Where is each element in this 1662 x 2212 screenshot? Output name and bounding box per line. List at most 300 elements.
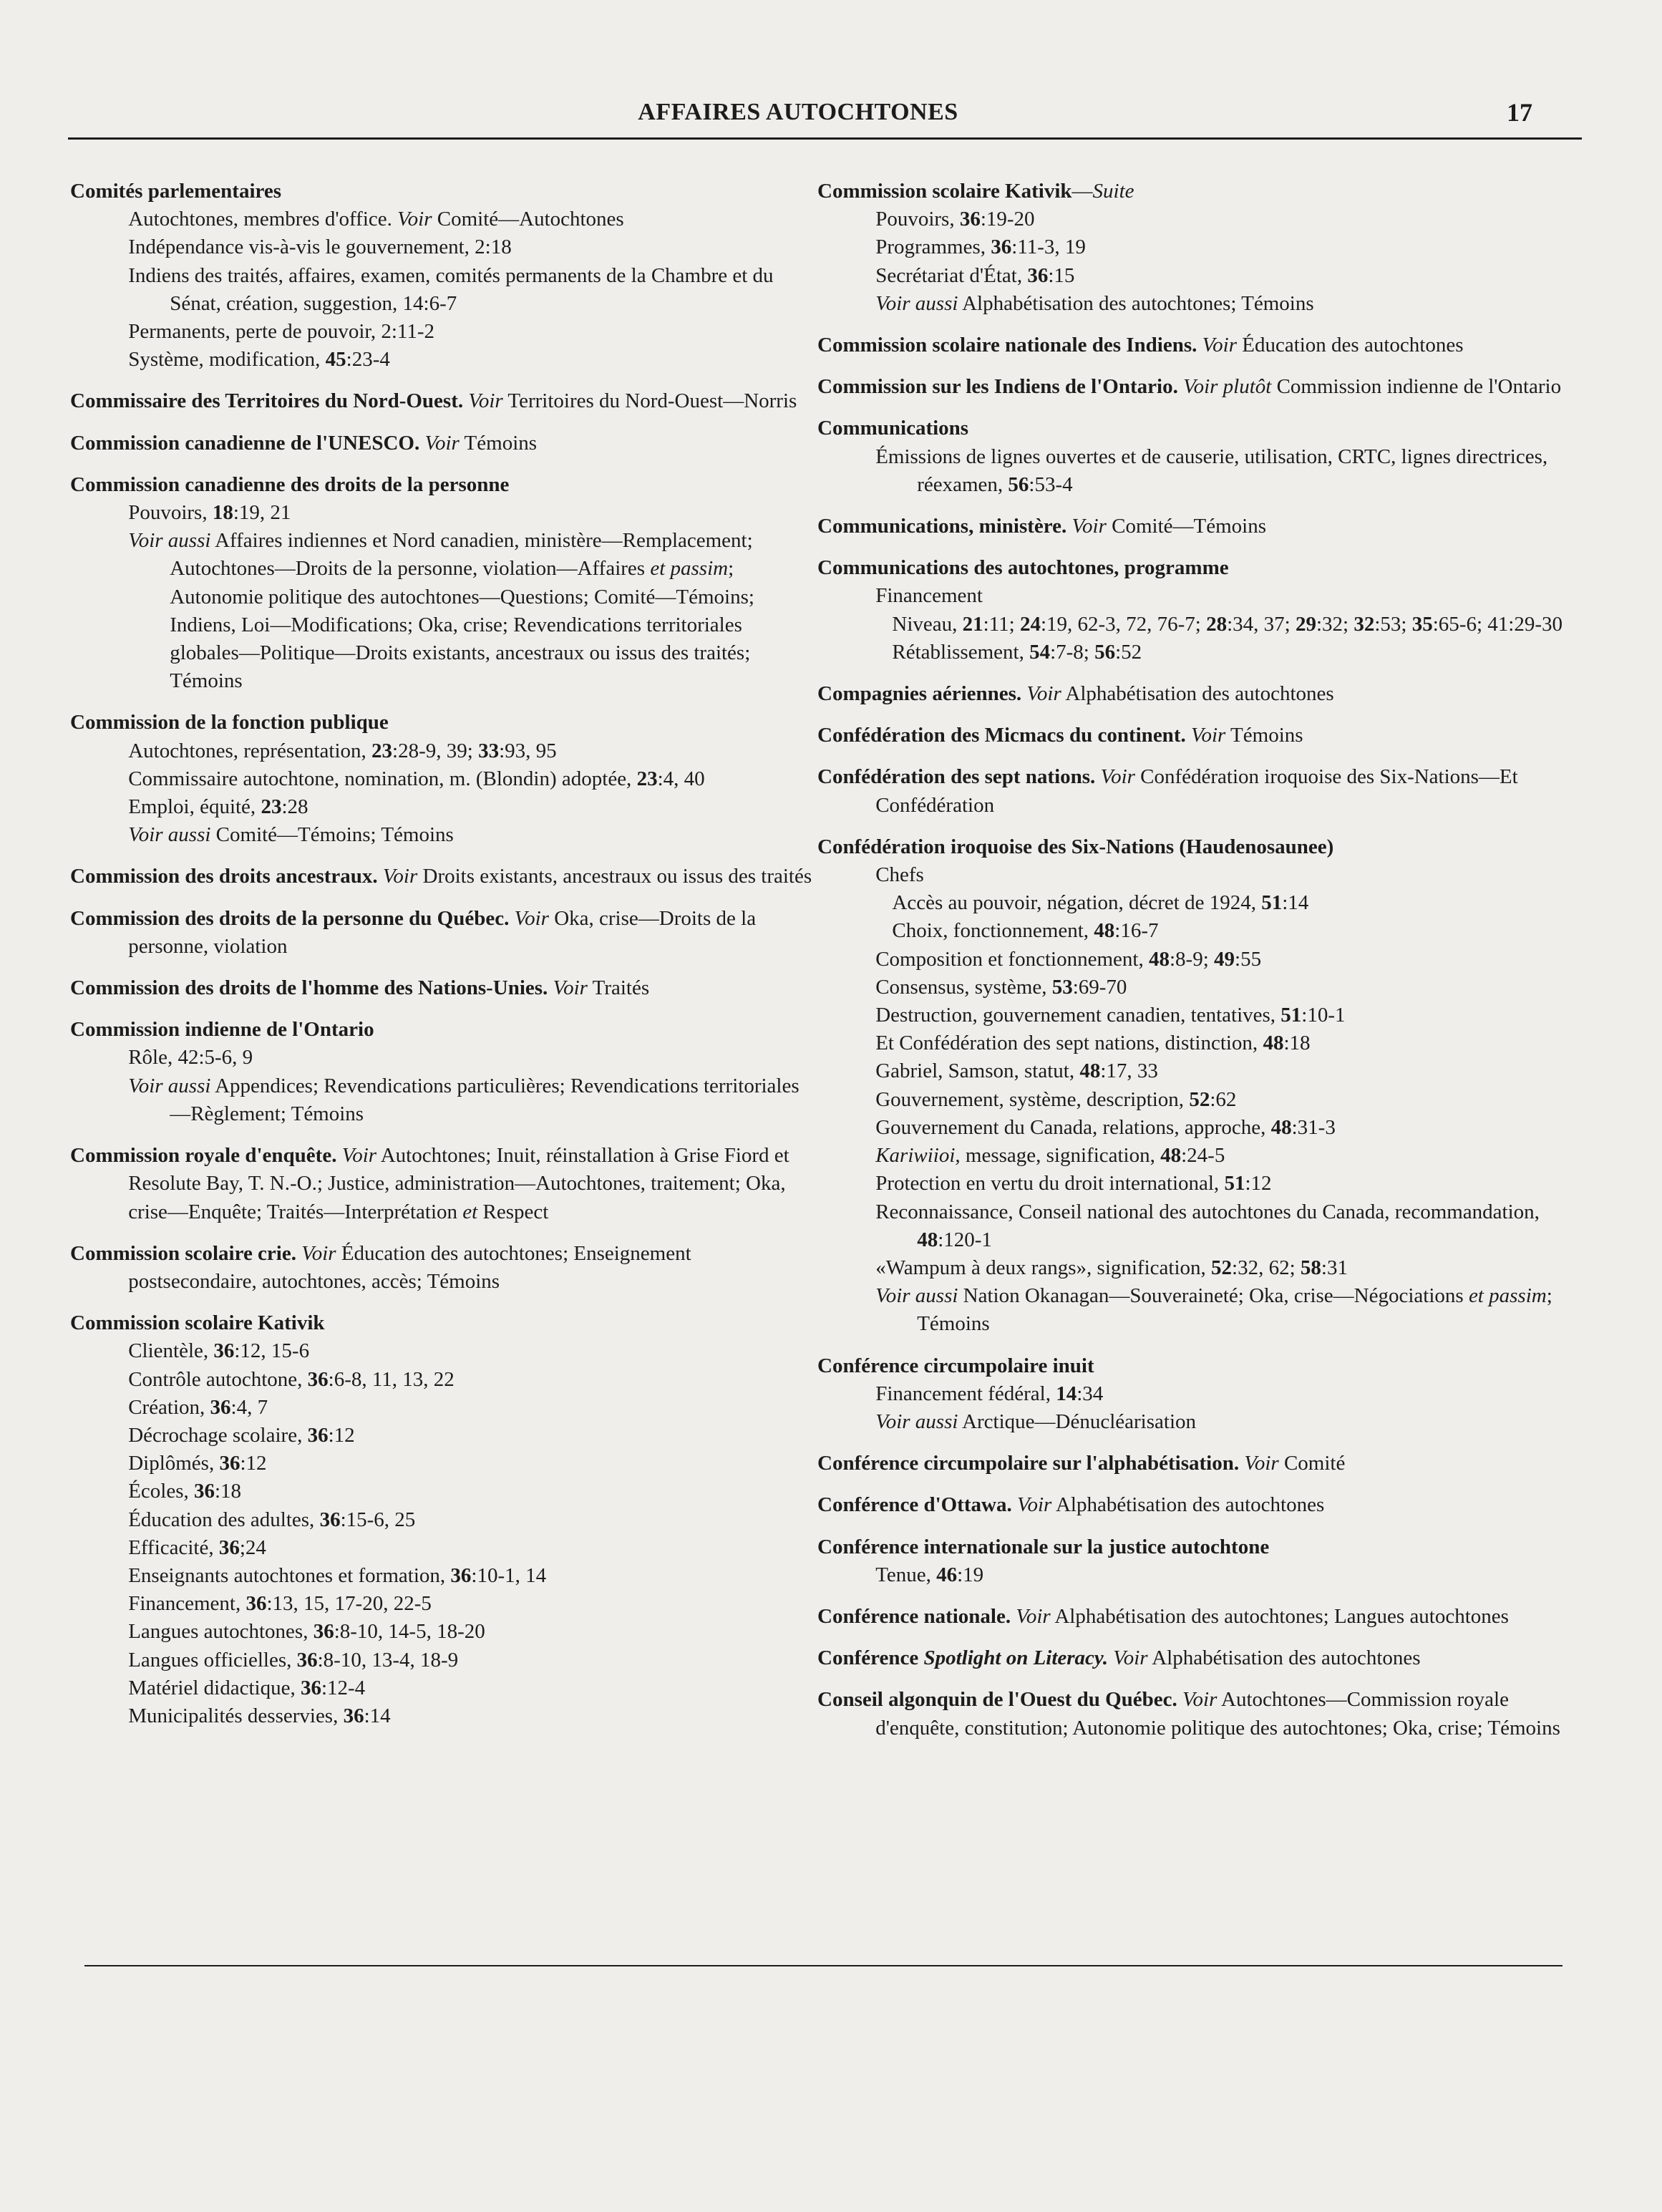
index-text-run: :28-9, 39; [392,739,479,762]
index-subentry [817,1198,1576,1254]
index-headword [70,1142,815,1226]
index-text-run: 46 [936,1563,958,1586]
index-headword [817,1603,1576,1631]
index-text-run: Langues autochtones, [128,1620,314,1644]
index-subentry [70,262,815,318]
index-text-run: Compagnies aériennes. [817,682,1022,706]
index-subentry [70,737,815,765]
index-column-right [817,178,1576,1756]
index-text-run: Voir [1016,1493,1052,1517]
index-entry [817,1450,1576,1478]
index-text-run: :12 [1245,1172,1272,1195]
index-subentry [817,290,1576,318]
index-headword [817,1533,1576,1561]
index-text-run: Voir [553,976,588,1000]
index-text-run: :55 [1235,947,1262,971]
index-text-run [509,907,514,930]
index-text-run: Commission scolaire Kativik [817,180,1072,203]
index-text-run: Comités parlementaires [70,180,282,203]
index-text-run [548,976,553,999]
index-text-run: :12 [328,1423,355,1447]
index-text-run: Commission canadienne de l'UNESCO. [70,431,420,455]
index-subentry [817,443,1576,499]
index-text-run: 24 [1019,612,1041,636]
index-text-run: Pouvoirs, [875,208,960,231]
index-subentry [70,1072,815,1128]
index-text-run: 36 [300,1676,321,1699]
index-entry [70,974,815,1002]
index-text-run: Voir [1113,1646,1148,1670]
index-text-run: Communications, ministère. [817,515,1067,538]
index-text-run: :120-1 [938,1228,992,1251]
index-text-run: 36 [307,1367,329,1391]
index-text-run: Oka, crise—Droits de la personne, violation [128,906,757,958]
index-subentry [817,1282,1576,1338]
index-entry [817,722,1576,750]
index-text-run: Commission des droits ancestraux. [70,865,378,888]
index-text-run [378,865,383,888]
index-text-run: 51 [1280,1004,1302,1027]
index-text-run: Municipalités desservies, [128,1704,344,1727]
index-text-run: Protection en vertu du droit international, [875,1172,1225,1195]
index-text-run: Autochtones—Commission royale d'enquête, constitution; Autonomie politique des autochtones; Oka, crise; Témoins [875,1688,1560,1740]
index-entry [70,1240,815,1296]
index-text-run: :11-3, 19 [1011,236,1086,259]
index-text-run [336,1144,341,1167]
index-subentry [817,262,1576,290]
index-text-run: 23 [636,767,658,790]
index-text-run: Voir [1100,765,1135,789]
index-entry [70,863,815,891]
index-text-run: Autochtones; Inuit, réinstallation à Grise Fiord et Resolute Bay, T. N.-O.; Justice, administration—Autochtones, traitement; Oka, crise—Enquête; Traités—Interprétation [128,1144,789,1223]
index-headword [70,709,815,737]
index-subentry [70,318,815,346]
index-text-run: :19, 62-3, 72, 76-7; [1040,612,1207,636]
index-text-run: Rôle, 42:5-6, 9 [128,1046,253,1069]
index-text-run: Alphabétisation des autochtones; Langues autochtones [1050,1604,1509,1628]
index-text-run: :34 [1077,1382,1104,1405]
index-text-run: Chefs [875,863,924,887]
index-entry [817,414,1576,499]
index-text-run: Indépendance vis-à-vis le gouvernement, 2:18 [128,236,512,259]
index-subentry [817,1029,1576,1057]
index-text-run: Confédération iroquoise des Six-Nations (Haudenosaunee) [817,835,1334,858]
index-entry [817,833,1576,1339]
index-entry [70,1309,815,1730]
index-text-run: Conseil algonquin de l'Ouest du Québec. [817,1688,1177,1712]
index-text-run: 36 [219,1452,240,1475]
index-text-run: «Wampum à deux rangs», signification, [875,1256,1212,1279]
index-text-run: Voir [1202,334,1237,357]
index-subentry [817,1254,1576,1282]
index-text-run: Autochtones, représentation, [128,739,372,762]
index-text-run: 36 [1027,263,1049,287]
index-headword [70,863,815,891]
index-text-run: Communications des autochtones, programme [817,556,1229,580]
index-text-run: Voir aussi [875,1410,958,1433]
index-text-run: Comité [1278,1452,1346,1475]
index-text-run: Respect [477,1200,549,1223]
index-subentry [70,1646,815,1674]
index-text-run: 23 [371,739,393,762]
index-text-run: Et Confédération des sept nations, distinction, [875,1032,1263,1055]
index-text-run [1197,334,1202,356]
index-text-run: :14 [1282,891,1309,915]
index-text-run: Éducation des adultes, [128,1508,320,1531]
page-number: 17 [1507,98,1532,127]
index-text-run: et passim [650,557,729,581]
index-subentry [817,611,1576,639]
index-text-run: Conférence nationale. [817,1604,1011,1628]
index-text-run: Voir [1016,1604,1051,1628]
index-text-run: Gouvernement du Canada, relations, approche, [875,1115,1271,1139]
index-text-run: Pouvoirs, [128,501,213,525]
index-subentry [817,1114,1576,1142]
index-headword [817,373,1576,401]
index-text-run: Comité—Témoins; Témoins [210,823,454,847]
index-text-run: Commission sur les Indiens de l'Ontario. [817,375,1178,399]
index-text-run: Voir aussi [128,529,211,553]
index-text-run: Comité—Témoins [1106,515,1266,538]
running-header-title: AFFAIRES AUTOCHTONES [638,99,958,125]
index-text-run: Système, modification, [128,348,326,372]
index-subentry [70,499,815,527]
index-subentry [70,821,815,849]
index-text-run: Nation Okanagan—Souveraineté; Oka, crise—Négociations [958,1284,1469,1308]
index-text-run: Commissaire des Territoires du Nord-Ouest. [70,389,464,413]
index-subentry [817,946,1576,974]
index-text-run: Conférence d'Ottawa. [817,1493,1012,1517]
index-text-run: Composition et fonctionnement, [875,947,1149,971]
index-headword [817,178,1576,205]
index-headword [817,1644,1576,1672]
index-entry [817,178,1576,318]
index-text-run: Autochtones, membres d'office. [128,208,398,231]
index-text-run: Efficacité, [128,1536,219,1559]
index-text-run: 33 [478,739,500,762]
index-entry [817,680,1576,708]
index-headword [817,513,1576,540]
index-text-run: 36 [194,1480,215,1503]
index-subentry [817,1086,1576,1114]
index-text-run: :52 [1115,640,1142,664]
index-text-run: Conférence circumpolaire inuit [817,1354,1094,1377]
index-text-run [1186,724,1191,747]
index-text-run: :34, 37; [1227,612,1296,636]
index-text-run: et passim [1468,1284,1547,1308]
index-text-run: — [1071,180,1093,203]
index-entry [817,1603,1576,1631]
index-headword [70,471,815,499]
index-text-run [1178,375,1183,398]
index-text-run: Commissaire autochtone, nomination, m. (Blondin) adoptée, [128,767,637,790]
index-text-run: Voir aussi [875,291,958,315]
index-text-run: :4, 40 [657,767,705,790]
index-entry [70,709,815,849]
index-text-run: Commission indienne de l'Ontario [70,1018,374,1042]
index-text-run: Voir aussi [128,823,211,847]
index-headword [817,1352,1576,1380]
index-headword [70,1240,815,1296]
index-text-run: :24-5 [1181,1144,1225,1168]
index-headword [817,1450,1576,1478]
index-text-run: Consensus, système, [875,975,1052,999]
index-text-run: 53 [1051,975,1073,999]
index-subentry [70,1618,815,1646]
index-text-run: Langues officielles, [128,1648,297,1672]
index-text-run: Suite [1092,180,1134,203]
index-text-run: :12-4 [321,1676,366,1699]
index-text-run: 36 [213,1339,235,1363]
index-text-run: Commission scolaire Kativik [70,1311,325,1335]
index-headword [817,763,1576,819]
index-text-run: Voir [468,389,503,413]
index-text-run: Voir [1071,515,1107,538]
index-entry [70,1016,815,1128]
index-subentry [817,917,1576,945]
index-text-run: Traités [587,976,650,1000]
index-column-left [70,178,815,1744]
index-text-run: 28 [1206,612,1228,636]
index-text-run: :8-10, 14-5, 18-20 [334,1620,485,1644]
index-text-run: :69-70 [1072,975,1127,999]
index-text-run: Matériel didactique, [128,1676,301,1699]
index-headword [70,1309,815,1337]
index-text-run: 45 [325,348,346,372]
index-text-run: Conférence [817,1646,924,1670]
index-text-run: Affaires indiennes et Nord canadien, ministère—Remplacement; Autochtones—Droits de la personne, violation—Affaires [170,529,753,581]
index-text-run: Commission indienne de l'Ontario [1271,375,1562,399]
index-entry [817,513,1576,540]
index-subentry [70,1590,815,1618]
index-subentry [70,765,815,793]
index-text-run: 14 [1056,1382,1077,1405]
index-text-run: Accès au pouvoir, négation, décret de 1924, [892,891,1262,915]
index-text-run: :14 [364,1704,391,1727]
index-text-run: Conférence circumpolaire sur l'alphabétisation. [817,1452,1240,1475]
index-headword [817,722,1576,750]
index-text-run: :53; [1374,612,1412,636]
index-text-run: :12, 15-6 [234,1339,310,1363]
index-text-run: Voir [1244,1452,1279,1475]
index-text-run: :8-10, 13-4, 18-9 [317,1648,459,1672]
index-subentry [70,1478,815,1505]
index-text-run: Alphabétisation des autochtones [1061,682,1334,706]
index-text-run: 52 [1189,1087,1210,1111]
index-subentry [817,1380,1576,1408]
index-subentry [70,527,815,695]
index-subentry [817,1561,1576,1589]
index-text-run: Indiens des traités, affaires, examen, comités permanents de la Chambre et du Sénat, création, suggestion, 14:6-7 [128,263,774,315]
index-text-run: 48 [1160,1144,1182,1168]
index-text-run: 23 [261,795,282,819]
index-text-run: 58 [1300,1256,1321,1279]
index-text-run: 48 [1079,1059,1101,1083]
index-text-run: Voir aussi [875,1284,958,1308]
index-subentry [817,889,1576,917]
index-text-run: et [462,1200,478,1223]
index-subentry [70,1337,815,1365]
index-text-run: 36 [307,1423,329,1447]
index-text-run: Voir [301,1241,336,1265]
index-text-run: message, signification, [960,1144,1161,1168]
index-text-run: Niveau, [892,612,963,636]
index-text-run: Émissions de lignes ouvertes et de causerie, utilisation, CRTC, lignes directrices, réexamen, [875,445,1548,496]
index-text-run: :18 [215,1480,242,1503]
index-headword [70,387,815,415]
index-text-run: 51 [1261,891,1283,915]
index-text-run: Voir plutôt [1183,375,1272,399]
index-text-run: :23-4 [346,348,390,372]
footer-rule [84,1965,1563,1966]
index-text-run: ; Autonomie politique des autochtones—Questions; Comité—Témoins; Indiens, Loi—Modifications; Oka, crise; Revendications territoriales globales—Politique—Droits existants, ancestraux ou issus des traités; Témoins [170,557,754,693]
index-text-run: 36 [296,1648,318,1672]
index-text-run: 54 [1029,640,1051,664]
index-text-run: 51 [1224,1172,1245,1195]
index-text-run: Programmes, [875,236,991,259]
index-text-run: Création, [128,1395,210,1419]
index-text-run: Droits existants, ancestraux ou issus des traités [417,865,812,888]
index-text-run: 48 [1263,1032,1284,1055]
index-text-run: :28 [281,795,308,819]
index-text-run: 48 [1148,947,1170,971]
index-headword [70,905,815,961]
index-text-run: Voir [341,1144,377,1168]
index-text-run: :19, 21 [233,501,291,525]
index-headword [70,974,815,1002]
index-text-run: Écoles, [128,1480,194,1503]
index-text-run: :19 [957,1563,984,1586]
index-text-run: 29 [1296,612,1316,636]
index-headword [817,1491,1576,1519]
index-headword [70,430,815,457]
index-text-run: Témoins [459,431,538,455]
index-text-run: Appendices; Revendications particulières; Revendications territoriales—Règlement; Témoins [170,1074,800,1125]
index-text-run: Confédération des sept nations. [817,765,1096,789]
index-text-run: Choix, fonctionnement, [892,919,1094,943]
index-entry [70,905,815,961]
index-text-run: Emploi, équité, [128,795,261,819]
index-text-run: Conférence internationale sur la justice autochtone [817,1535,1270,1558]
index-text-run: Voir [1026,682,1061,706]
index-text-run: Voir [514,906,549,930]
index-text-run: :19-20 [980,208,1035,231]
index-text-run: 48 [1094,919,1115,943]
index-subentry [70,1674,815,1702]
index-text-run: Témoins [1225,724,1303,747]
index-headword [817,1686,1576,1742]
index-entry [817,331,1576,359]
index-subentry [70,1394,815,1422]
index-text-run: Secrétariat d'État, [875,263,1028,287]
index-text-run: Commission scolaire crie. [70,1241,296,1265]
index-text-run: 36 [343,1704,364,1727]
header-rule [68,137,1582,140]
index-text-run: Voir [1190,724,1226,747]
index-subentry [70,1366,815,1394]
index-text-run: Permanents, perte de pouvoir, 2:11-2 [128,320,435,344]
index-entry [817,1686,1576,1742]
index-text-run: Reconnaissance, Conseil national des autochtones du Canada, recommandation, [875,1200,1540,1223]
index-text-run: Gouvernement, système, description, [875,1087,1190,1111]
index-entry [817,554,1576,666]
index-text-run: 32 [1354,612,1375,636]
index-text-run: Financement, [128,1592,246,1616]
index-text-run: :12 [240,1452,267,1475]
index-text-run: :18 [1283,1032,1311,1055]
index-subentry [70,1450,815,1478]
index-text-run: Éducation des autochtones [1236,334,1464,357]
index-text-run: Spotlight on Literacy. [923,1646,1108,1670]
index-subentry [70,1562,815,1590]
index-text-run: ; Témoins [917,1284,1552,1336]
index-text-run: 56 [1094,640,1116,664]
index-entry [817,1533,1576,1589]
index-text-run: Kariwiioi, [875,1144,961,1168]
index-subentry [70,346,815,374]
index-text-run: Alphabétisation des autochtones [1147,1646,1421,1670]
index-text-run: :17, 33 [1100,1059,1158,1083]
index-subentry [817,974,1576,1001]
index-subentry [817,1142,1576,1170]
index-text-run: Communications [817,417,969,440]
index-text-run: 36 [218,1536,240,1559]
index-text-run: 36 [991,236,1012,259]
index-text-run: 52 [1211,1256,1233,1279]
index-text-run: Arctique—Dénucléarisation [958,1410,1197,1433]
index-text-run: Confédération des Micmacs du continent. [817,724,1186,747]
index-headword [817,331,1576,359]
index-text-run: Financement fédéral, [875,1382,1056,1405]
index-text-run: :15 [1048,263,1075,287]
index-text-run: Commission des droits de l'homme des Nations-Unies. [70,976,548,1000]
index-subentry [70,1506,815,1534]
index-text-run: :93, 95 [499,739,557,762]
index-text-run: :4, 7 [230,1395,268,1419]
index-text-run: Commission royale d'enquête. [70,1144,337,1168]
index-text-run: Voir [424,431,460,455]
index-headword [70,178,815,205]
index-text-run: :10-1, 14 [471,1563,547,1587]
index-text-run: :15-6, 25 [340,1508,416,1531]
index-text-run: 48 [917,1228,938,1251]
index-subentry [70,1044,815,1072]
index-text-run: Décrochage scolaire, [128,1423,308,1447]
index-text-run: :32, 62; [1232,1256,1301,1279]
index-entry [817,1491,1576,1519]
index-subentry [817,1057,1576,1085]
index-subentry [70,1702,815,1730]
index-text-run: :16-7 [1114,919,1159,943]
index-headword [817,414,1576,442]
index-text-run [1066,515,1071,538]
index-text-run: 35 [1411,612,1433,636]
index-entry [817,1352,1576,1437]
index-text-run: 36 [319,1508,341,1531]
index-text-run: Gabriel, Samson, statut, [875,1059,1080,1083]
index-subentry [817,1408,1576,1436]
index-text-run: :8-9; [1169,947,1215,971]
index-text-run: Commission canadienne des droits de la personne [70,472,510,496]
index-text-run: ;24 [239,1536,266,1559]
index-text-run: Rétablissement, [892,640,1030,664]
index-text-run: :53-4 [1029,472,1073,496]
index-text-run [1095,765,1100,788]
index-entry [817,373,1576,401]
index-text-run: Commission de la fonction publique [70,711,389,734]
index-text-run: Voir aussi [128,1074,211,1097]
index-subentry [70,205,815,233]
